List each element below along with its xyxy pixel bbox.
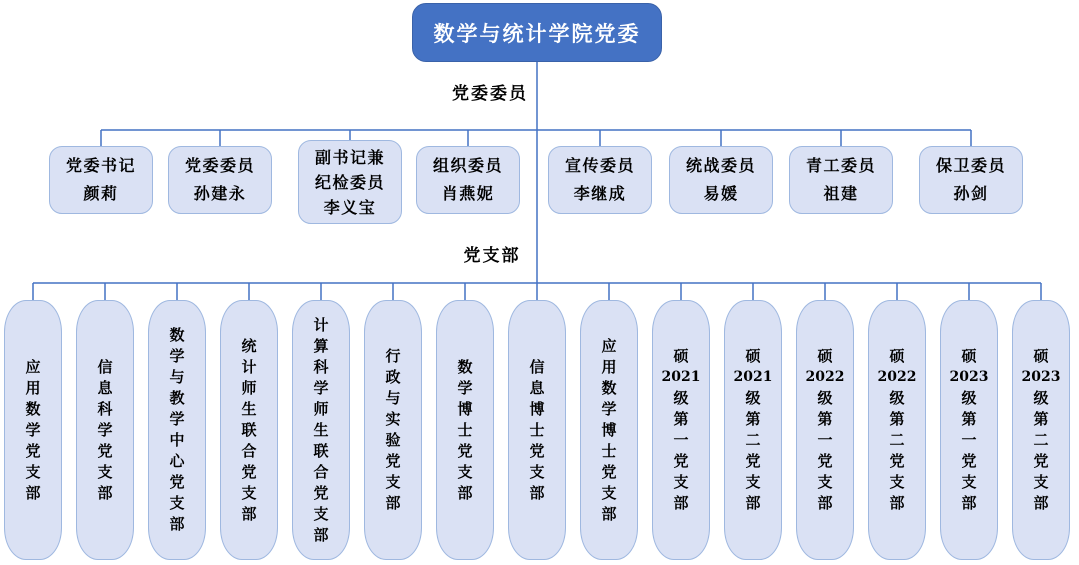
branch-pill-char: 信 bbox=[529, 357, 545, 376]
branch-pill-char: 学 bbox=[25, 420, 41, 439]
branch-pill bbox=[940, 300, 998, 560]
branch-pill-char: 党 bbox=[241, 462, 257, 481]
branch-pill-char: 合 bbox=[313, 462, 329, 481]
branch-pill bbox=[292, 300, 350, 560]
committee-box-line: 宣传委员 bbox=[564, 156, 635, 175]
branch-pill-char: 学 bbox=[313, 378, 329, 397]
branch-pill-char: 2023 bbox=[1021, 369, 1061, 385]
branch-pill-char: 教 bbox=[169, 389, 185, 407]
branch-pill-char: 联 bbox=[313, 441, 329, 460]
branch-pill-char: 行 bbox=[385, 347, 401, 365]
branch-pill-char: 第 bbox=[673, 410, 689, 428]
branch-pill-char: 息 bbox=[529, 378, 545, 397]
branch-pill-char: 党 bbox=[961, 452, 977, 470]
branch-pill-char: 二 bbox=[889, 431, 905, 449]
committee-box-line: 党委委员 bbox=[184, 156, 255, 175]
branch-pill-char: 部 bbox=[97, 483, 113, 502]
branch-pill-char: 级 bbox=[961, 389, 977, 407]
branch-pill-char: 第 bbox=[889, 410, 905, 428]
branch-pill-char: 中 bbox=[169, 431, 185, 449]
branch-pill-char: 级 bbox=[745, 389, 761, 407]
committee-box-line: 孙建永 bbox=[193, 184, 247, 203]
branch-pill-char: 用 bbox=[25, 378, 41, 397]
branch-pill-char: 部 bbox=[385, 494, 401, 512]
branch-pill-char: 博 bbox=[457, 399, 473, 418]
branch-pill-char: 计 bbox=[241, 357, 257, 376]
branch-pill-char: 学 bbox=[457, 378, 473, 397]
branch-pill-char: 级 bbox=[889, 389, 905, 407]
branch-pill-char: 验 bbox=[385, 431, 401, 449]
branch-pill-char: 学 bbox=[97, 420, 113, 439]
branch-pill-char: 支 bbox=[961, 473, 977, 491]
branch-pill-char: 部 bbox=[601, 504, 617, 523]
branch-pill bbox=[508, 300, 566, 560]
branch-pill-char: 硕 bbox=[961, 347, 977, 365]
branch-pill-char: 2021 bbox=[661, 369, 701, 385]
branch-pill-char: 算 bbox=[313, 336, 329, 355]
branch-pill-char: 党 bbox=[889, 452, 905, 470]
branch-pill-char: 支 bbox=[529, 462, 545, 481]
branch-pill bbox=[724, 300, 782, 560]
branch-pill-char: 党 bbox=[457, 441, 473, 460]
branch-pill-char: 硕 bbox=[673, 347, 689, 365]
branch-pill-char: 2022 bbox=[877, 369, 917, 385]
branch-pill-char: 硕 bbox=[817, 347, 833, 365]
branch-pill-char: 支 bbox=[169, 494, 185, 512]
branch-pill-char: 心 bbox=[169, 452, 185, 470]
branch-pill-char: 第 bbox=[1033, 410, 1049, 428]
branch-pill-char: 党 bbox=[169, 473, 185, 491]
branch-pill-char: 师 bbox=[241, 378, 257, 397]
committee-box-line: 祖建 bbox=[823, 184, 859, 203]
branch-pill-char: 第 bbox=[817, 410, 833, 428]
committee-box-line: 保卫委员 bbox=[935, 156, 1006, 175]
branch-pill-char: 部 bbox=[1033, 494, 1049, 512]
branch-pill-char: 党 bbox=[97, 441, 113, 460]
branch-pill-char: 数 bbox=[457, 357, 473, 376]
branch-pill-char: 支 bbox=[457, 462, 473, 481]
committee-box-line: 肖燕妮 bbox=[441, 184, 495, 203]
branch-pill-char: 硕 bbox=[1033, 347, 1049, 365]
branch-pill-char: 支 bbox=[601, 483, 617, 502]
branch-pill-char: 部 bbox=[25, 483, 41, 502]
branch-pill-char: 部 bbox=[457, 483, 473, 502]
branch-pill bbox=[220, 300, 278, 560]
branch-pill bbox=[868, 300, 926, 560]
branch-pill-char: 部 bbox=[889, 494, 905, 512]
committee-box-line: 易媛 bbox=[703, 184, 739, 203]
branch-pill-char: 数 bbox=[169, 326, 185, 344]
branch-pill-char: 支 bbox=[25, 462, 41, 481]
branch-pill bbox=[364, 300, 422, 560]
root-node: 数学与统计学院党委 bbox=[412, 3, 662, 62]
branch-pill-char: 党 bbox=[25, 441, 41, 460]
branch-pill-char: 支 bbox=[889, 473, 905, 491]
committee-box-line: 统战委员 bbox=[685, 156, 756, 175]
branch-pill-char: 学 bbox=[601, 399, 617, 418]
branch-pill-char: 支 bbox=[673, 473, 689, 491]
branch-pill-char: 部 bbox=[745, 494, 761, 512]
branch-pill bbox=[4, 300, 62, 560]
branch-pill-char: 用 bbox=[601, 357, 617, 376]
branch-pill-char: 与 bbox=[169, 368, 185, 386]
committee-box-line: 李继成 bbox=[573, 184, 627, 203]
branch-pill-char: 党 bbox=[385, 452, 401, 470]
branch-pill-char: 统 bbox=[241, 336, 257, 355]
branch-pill-char: 党 bbox=[817, 452, 833, 470]
branch-pill-char: 部 bbox=[241, 504, 257, 523]
committee-box-line: 李义宝 bbox=[323, 197, 377, 217]
branch-pill-char: 二 bbox=[745, 431, 761, 449]
branch-pill bbox=[1012, 300, 1070, 560]
branch-pill-char: 应 bbox=[601, 336, 617, 355]
branch-pill-char: 一 bbox=[673, 431, 689, 449]
branch-pill-char: 支 bbox=[1033, 473, 1049, 491]
committee-tier-label: 党委委员 bbox=[452, 84, 528, 104]
branch-pill-char: 第 bbox=[961, 410, 977, 428]
branch-pill-char: 计 bbox=[313, 315, 329, 334]
branch-pill-char: 支 bbox=[313, 504, 329, 523]
branch-pill bbox=[580, 300, 638, 560]
branch-pill-char: 部 bbox=[673, 494, 689, 512]
branch-pill-char: 级 bbox=[1033, 389, 1049, 407]
branch-pill-char: 政 bbox=[385, 368, 401, 386]
branch-pill-char: 党 bbox=[529, 441, 545, 460]
branch-pill-char: 硕 bbox=[745, 347, 761, 365]
branch-pill-char: 二 bbox=[1033, 431, 1049, 449]
branch-pill-char: 2021 bbox=[733, 369, 773, 385]
committee-box-line: 副书记兼 bbox=[314, 147, 385, 167]
committee-box-line: 党委书记 bbox=[65, 156, 136, 175]
committee-box-line: 纪检委员 bbox=[314, 172, 385, 192]
branch-pill-char: 士 bbox=[457, 420, 473, 439]
branch-pill-char: 合 bbox=[241, 441, 257, 460]
branch-pill-char: 信 bbox=[97, 357, 113, 376]
branch-pill-char: 士 bbox=[601, 441, 617, 460]
branch-pill-char: 党 bbox=[1033, 452, 1049, 470]
branch-pill-char: 息 bbox=[97, 378, 113, 397]
branch-pill bbox=[148, 300, 206, 560]
branch-pill-char: 生 bbox=[313, 420, 329, 439]
committee-box-line: 组织委员 bbox=[432, 156, 503, 175]
branch-pill-char: 科 bbox=[313, 357, 329, 376]
branch-pill-char: 第 bbox=[745, 410, 761, 428]
branch-pill-char: 党 bbox=[745, 452, 761, 470]
branch-pill bbox=[76, 300, 134, 560]
branch-pill-char: 联 bbox=[241, 420, 257, 439]
committee-box-line: 颜莉 bbox=[83, 184, 119, 203]
branch-pill-char: 学 bbox=[169, 347, 185, 365]
branch-pill-char: 支 bbox=[97, 462, 113, 481]
branch-pill-char: 应 bbox=[25, 357, 41, 376]
branch-pill-char: 级 bbox=[817, 389, 833, 407]
branch-pill-char: 支 bbox=[241, 483, 257, 502]
branch-pill-char: 部 bbox=[313, 525, 329, 544]
branch-pill bbox=[436, 300, 494, 560]
branch-pill-char: 博 bbox=[529, 399, 545, 418]
branch-pill-char: 一 bbox=[817, 431, 833, 449]
branch-pill bbox=[652, 300, 710, 560]
branch-pill-char: 部 bbox=[817, 494, 833, 512]
branch-pill-char: 科 bbox=[97, 399, 113, 418]
branch-pill-char: 2023 bbox=[949, 369, 989, 385]
branch-pill-char: 硕 bbox=[889, 347, 905, 365]
branch-pill-char: 与 bbox=[385, 389, 401, 407]
branch-pill-char: 党 bbox=[313, 483, 329, 502]
branch-pill-char: 博 bbox=[601, 420, 617, 439]
branch-pill-char: 数 bbox=[601, 378, 617, 397]
branch-pill-char: 部 bbox=[529, 483, 545, 502]
branch-pill-char: 师 bbox=[313, 399, 329, 418]
committee-box-line: 青工委员 bbox=[805, 156, 876, 175]
branch-pill-char: 数 bbox=[25, 399, 41, 418]
branch-pill-char: 2022 bbox=[805, 369, 845, 385]
branch-pill-char: 实 bbox=[385, 410, 401, 428]
committee-box-line: 孙剑 bbox=[953, 184, 989, 203]
branch-tier-label: 党支部 bbox=[463, 246, 521, 266]
branch-pill bbox=[796, 300, 854, 560]
branch-pill-char: 士 bbox=[529, 420, 545, 439]
branch-pill-char: 一 bbox=[961, 431, 977, 449]
branch-pill-char: 部 bbox=[961, 494, 977, 512]
branch-pill-char: 学 bbox=[169, 410, 185, 428]
branch-pill-char: 生 bbox=[241, 399, 257, 418]
branch-pill-char: 级 bbox=[673, 389, 689, 407]
branch-pill-char: 部 bbox=[169, 515, 185, 533]
branch-pill-char: 支 bbox=[817, 473, 833, 491]
branch-pill-char: 党 bbox=[673, 452, 689, 470]
branch-pill-char: 党 bbox=[601, 462, 617, 481]
branch-pill-char: 支 bbox=[745, 473, 761, 491]
branch-pill-char: 支 bbox=[385, 473, 401, 491]
